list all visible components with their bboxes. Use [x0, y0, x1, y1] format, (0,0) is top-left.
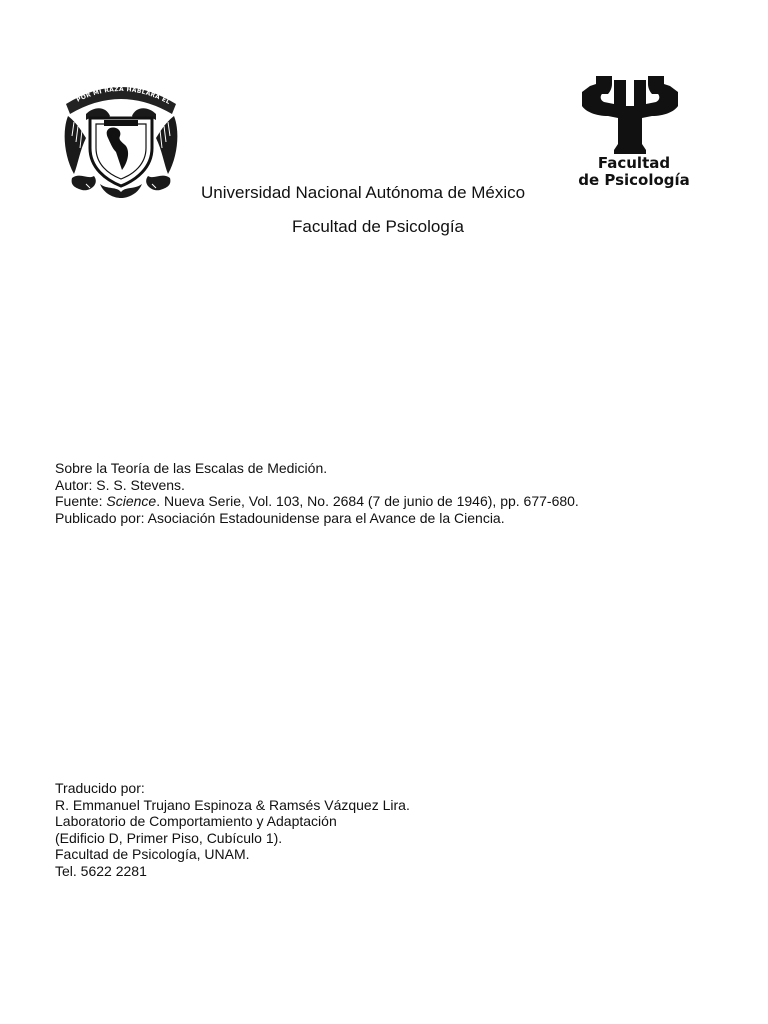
- translators: R. Emmanuel Trujano Espinoza & Ramsés Vázquez Lira.: [55, 796, 410, 813]
- source-label: Fuente:: [55, 493, 107, 509]
- source-journal: Science: [106, 493, 157, 509]
- office-location: (Edificio D, Primer Piso, Cubículo 1).: [55, 829, 283, 846]
- article-source: [55, 493, 579, 510]
- faculty-title: Facultad de Psicología: [292, 217, 464, 236]
- university-title: Universidad Nacional Autónoma de México: [201, 183, 526, 202]
- phone-number: Tel. 5622 2281: [55, 862, 147, 879]
- psi-symbol-icon: [568, 70, 704, 190]
- unam-crest-logo: [60, 76, 182, 200]
- facultad-psicologia-logo: [568, 70, 704, 190]
- facultad-logo-text-1: Facultad: [597, 154, 671, 172]
- translation-credits: [55, 780, 410, 879]
- article-author: Autor: S. S. Stevens.: [55, 476, 185, 493]
- source-info: [55, 460, 579, 526]
- facultad-logo-text-2: de Psicología: [578, 171, 690, 189]
- translated-by-label: Traducido por:: [55, 780, 145, 796]
- article-title: Sobre la Teoría de las Escalas de Medición.: [55, 460, 328, 476]
- faculty-affiliation: Facultad de Psicología, UNAM.: [55, 846, 250, 862]
- source-details: . Nueva Serie, Vol. 103, No. 2684 (7 de junio de 1946), pp. 677-680.: [156, 493, 579, 509]
- laboratory: Laboratorio de Comportamiento y Adaptación: [55, 813, 337, 829]
- unam-motto: POR MI RAZA HABLARA EL: [75, 85, 172, 107]
- unam-crest-icon: [60, 76, 182, 200]
- article-publisher: Publicado por: Asociación Estadounidense para el Avance de la Ciencia.: [55, 509, 505, 526]
